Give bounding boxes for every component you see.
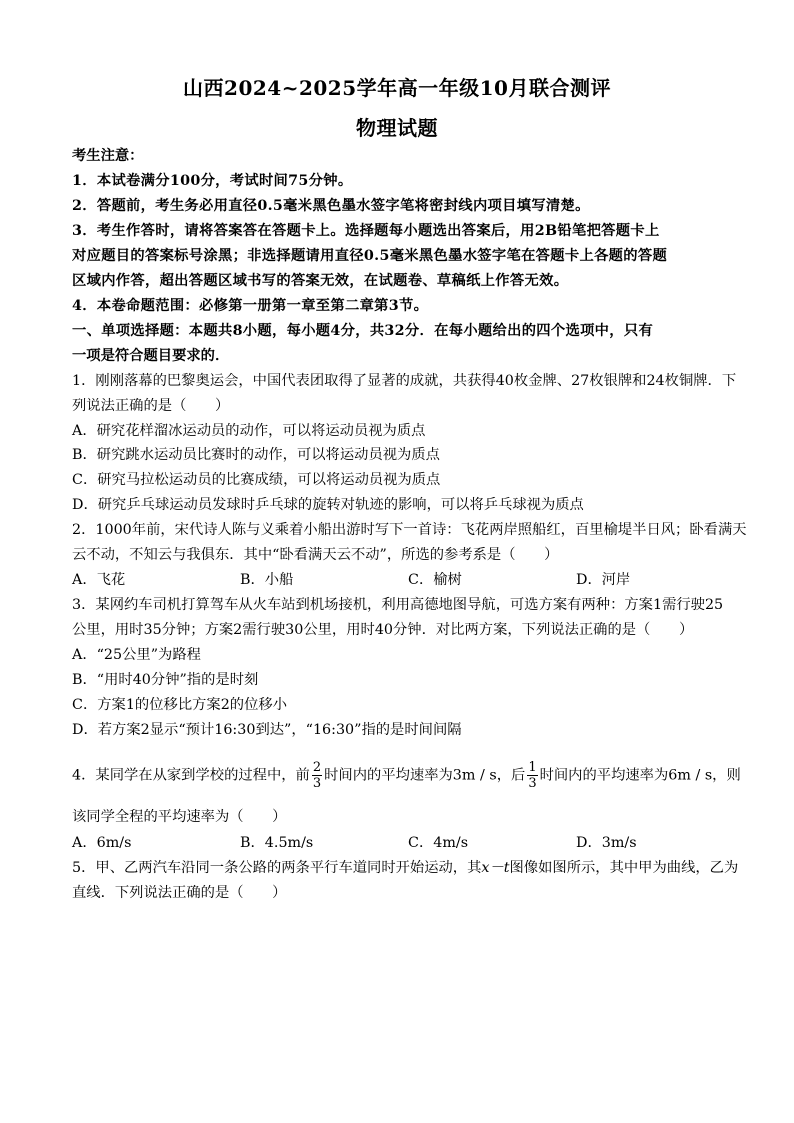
notice-item: 2．答题前，考生务必用直径0.5毫米黑色墨水签字笔将密封线内项目填写清楚。 <box>72 198 590 214</box>
notice-item: 对应题目的答案标号涂黑；非选择题请用直径0.5毫米黑色墨水签字笔在答题卡上各题的答题 <box>72 248 668 264</box>
notice-heading: 考生注意： <box>72 148 144 164</box>
section-heading: 一项是符合题目要求的． <box>72 348 230 364</box>
fraction-denominator: 3 <box>528 776 537 791</box>
answer-option: A．“25公里”为路程 <box>72 647 201 663</box>
stem-text: 时间内的平均速率为3m / s，后 <box>324 767 526 784</box>
stem-text: 时间内的平均速率为6m / s，则 <box>539 767 741 784</box>
answer-option: D．河岸 <box>576 572 631 588</box>
answer-option: B．“用时40分钟”指的是时刻 <box>72 672 259 688</box>
question-stem: 云不动，不知云与我俱东．其中“卧看满天云不动”，所选的参考系是（ ） <box>72 547 559 563</box>
question-stem: 3．某网约车司机打算驾车从火车站到机场接机，利用高德地图导航，可选方案有两种：方案1需行驶25 <box>72 597 724 613</box>
fraction <box>312 760 322 791</box>
answer-option: C．榆树 <box>408 572 462 588</box>
subject-title: 物理试题 <box>356 116 438 140</box>
notice-item: 1．本试卷满分100分，考试时间75分钟。 <box>72 173 353 189</box>
answer-option: D．若方案2显示“预计16:30到达”，“16:30”指的是时间间隔 <box>72 722 462 738</box>
notice-item: 3．考生作答时，请将答案答在答题卡上。选择题每小题选出答案后，用2B铅笔把答题卡上 <box>72 223 660 239</box>
question-stem: 公里，用时35分钟；方案2需行驶30公里，用时40分钟．对比两方案，下列说法正确的是（ ） <box>72 622 694 638</box>
question-stem: 该同学全程的平均速率为（ ） <box>72 809 287 825</box>
answer-option: A．研究花样溜冰运动员的动作，可以将运动员视为质点 <box>72 423 426 439</box>
notice-item: 4．本卷命题范围：必修第一册第一章至第二章第3节。 <box>72 298 429 314</box>
answer-option: A．6m/s <box>72 835 132 851</box>
stem-text: 图像如图所示，其中甲为曲线，乙为 <box>509 860 739 876</box>
stem-text: 4．某同学在从家到学校的过程中，前 <box>72 767 310 784</box>
question-stem: 2．1000年前，宋代诗人陈与义乘着小船出游时写下一首诗：飞花两岸照船红，百里榆堤半日风；卧看满天 <box>72 522 747 538</box>
answer-option: C．方案1的位移比方案2的位移小 <box>72 697 287 713</box>
answer-option: D．研究乒乓球运动员发球时乒乓球的旋转对轨迹的影响，可以将乒乓球视为质点 <box>72 497 584 513</box>
exam-title: 山西2024~2025学年高一年级10月联合测评 <box>183 76 611 100</box>
question-stem <box>72 857 739 879</box>
fraction-numerator: 1 <box>528 760 537 775</box>
fraction <box>527 760 537 791</box>
answer-option: B．小船 <box>240 572 294 588</box>
fraction-denominator: 3 <box>312 776 322 791</box>
question-stem: 直线．下列说法正确的是（ ） <box>72 885 287 901</box>
section-heading: 一、单项选择题：本题共8小题，每小题4分，共32分．在每小题给出的四个选项中，只有 <box>72 323 654 339</box>
answer-option: B．4.5m/s <box>240 835 314 851</box>
question-stem: 列说法正确的是（ ） <box>72 398 230 414</box>
fraction-numerator: 2 <box>312 760 322 775</box>
notice-item: 区域内作答，超出答题区域书写的答案无效，在试题卷、草稿纸上作答无效。 <box>72 273 569 289</box>
answer-option: C．4m/s <box>408 835 469 851</box>
question-stem: 1．刚刚落幕的巴黎奥运会，中国代表团取得了显著的成就，共获得40枚金牌、27枚银牌和24枚铜牌．下 <box>72 373 737 389</box>
stem-text: 5．甲、乙两汽车沿同一条公路的两条平行车道同时开始运动，其 <box>72 860 482 876</box>
answer-option: C．研究马拉松运动员的比赛成绩，可以将运动员视为质点 <box>72 472 441 488</box>
math-variable: x－t <box>481 860 510 876</box>
answer-option: D．3m/s <box>576 835 637 851</box>
question-stem <box>72 760 741 791</box>
answer-option: B．研究跳水运动员比赛时的动作，可以将运动员视为质点 <box>72 447 440 463</box>
answer-option: A．飞花 <box>72 572 126 588</box>
